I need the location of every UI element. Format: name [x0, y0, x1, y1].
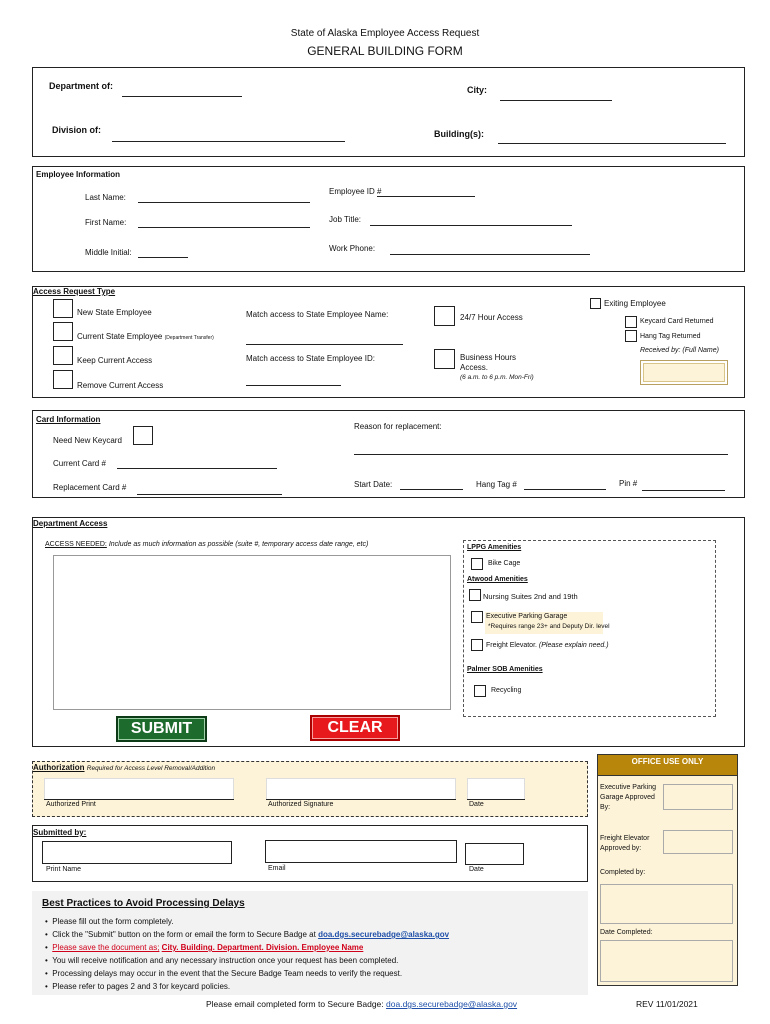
bullet-icon: •: [45, 943, 53, 952]
submit-button[interactable]: SUBMIT: [116, 716, 207, 742]
division-label: Division of:: [52, 125, 101, 135]
revision-label: REV 11/01/2021: [636, 999, 698, 1009]
freight-elevator-checkbox[interactable]: [471, 639, 483, 651]
pin-field[interactable]: [642, 490, 725, 491]
authorized-signature-rule: [266, 799, 456, 800]
authorized-signature-field[interactable]: [266, 778, 456, 800]
submitted-date-label: Date: [469, 866, 484, 873]
match-name-field[interactable]: [246, 344, 403, 345]
best-practice-6: • Please refer to pages 2 and 3 for keycard policies.: [45, 982, 231, 991]
start-date-field[interactable]: [400, 489, 463, 490]
employee-id-label: Employee ID #: [329, 187, 382, 196]
middle-initial-label: Middle Initial:: [85, 248, 132, 257]
bullet-icon: •: [45, 930, 53, 939]
authorized-signature-label: Authorized Signature: [268, 801, 334, 808]
work-phone-field[interactable]: [390, 254, 590, 255]
submitted-by-title: Submitted by:: [33, 828, 87, 837]
work-phone-label: Work Phone:: [329, 244, 376, 253]
current-card-field[interactable]: [117, 468, 277, 469]
atwood-title: Atwood Amenities: [467, 576, 528, 583]
current-employee-label: Current State Employee (Department Transfer): [77, 332, 214, 341]
hang-tag-field[interactable]: [524, 489, 606, 490]
email-field[interactable]: [265, 840, 457, 863]
reason-field[interactable]: [354, 454, 728, 455]
best-practice-3: • Please save the document as; City. Building. Department. Division. Employee Name: [45, 943, 364, 952]
employee-id-field[interactable]: [377, 196, 475, 197]
pin-label: Pin #: [619, 479, 638, 488]
department-field[interactable]: [122, 96, 242, 97]
keycard-returned-checkbox[interactable]: [625, 316, 637, 328]
authorized-print-field[interactable]: [44, 778, 234, 800]
email-label: Email: [268, 865, 286, 872]
match-id-label: Match access to State Employee ID:: [246, 354, 375, 363]
exiting-employee-label: Exiting Employee: [604, 299, 666, 308]
print-name-label: Print Name: [46, 866, 82, 873]
card-section-title: Card Information: [36, 415, 101, 424]
need-keycard-checkbox[interactable]: [133, 426, 153, 445]
match-id-field[interactable]: [246, 385, 341, 386]
business-hours-checkbox[interactable]: [434, 349, 455, 369]
middle-initial-field[interactable]: [138, 257, 188, 258]
hang-tag-returned-checkbox[interactable]: [625, 330, 637, 342]
recycling-checkbox[interactable]: [474, 685, 486, 697]
authorization-title: Authorization Required for Access Level Removal/Addition: [33, 763, 216, 772]
last-name-label: Last Name:: [85, 193, 126, 202]
authorization-date-field[interactable]: [467, 778, 525, 800]
current-employee-checkbox[interactable]: [53, 322, 73, 341]
footer-email-text: Please email completed form to Secure Badge: doa.dgs.securebadge@alaska.gov: [206, 999, 518, 1009]
last-name-field[interactable]: [138, 202, 310, 203]
hour-24-7-checkbox[interactable]: [434, 306, 455, 326]
keycard-returned-label: Keycard Card Returned: [640, 318, 714, 325]
completed-by-label: Completed by:: [600, 869, 646, 876]
authorized-print-label: Authorized Print: [46, 801, 96, 808]
freight-elevator-label: Freight Elevator. (Please explain need.): [486, 642, 609, 649]
best-practice-2: • Click the "Submit" button on the form or email the form to Secure Badge at doa.dgs.securebadge@alaska.gov: [45, 930, 450, 939]
bike-cage-label: Bike Cage: [488, 560, 521, 567]
need-keycard-label: Need New Keycard: [53, 436, 122, 445]
hang-tag-label: Hang Tag #: [476, 480, 517, 489]
date-completed-label: Date Completed:: [600, 929, 653, 936]
nursing-suites-label: Nursing Suites 2nd and 19th: [483, 592, 578, 601]
best-practice-5: • Processing delays may occur in the event that the Secure Badge Team needs to verify the request.: [45, 969, 403, 978]
city-label: City:: [467, 85, 487, 95]
received-by-label: Received by: (Full Name): [640, 347, 719, 354]
division-field[interactable]: [112, 141, 345, 142]
form-title: GENERAL BUILDING FORM: [307, 44, 463, 58]
exec-parking-checkbox[interactable]: [471, 611, 483, 623]
freight-approved-label: Freight Elevator Approved by:: [600, 835, 650, 852]
replacement-card-field[interactable]: [137, 494, 282, 495]
completed-by-field[interactable]: [600, 884, 733, 924]
best-practice-4: • You will receive notification and any necessary instruction once your request has been completed.: [45, 956, 399, 965]
first-name-label: First Name:: [85, 218, 127, 227]
bullet-icon: •: [45, 956, 53, 965]
department-access-title: Department Access: [33, 519, 108, 528]
business-hours-label-2: Access.: [460, 363, 489, 372]
authorization-date-label: Date: [469, 801, 484, 808]
exec-parking-approved-label: Executive Parking Garage Approved By:: [600, 784, 657, 811]
lppg-title: LPPG Amenities: [467, 544, 522, 551]
remove-access-label: Remove Current Access: [77, 381, 164, 390]
freight-approved-field[interactable]: [663, 830, 733, 854]
match-name-label: Match access to State Employee Name:: [246, 310, 389, 319]
exiting-employee-checkbox[interactable]: [590, 298, 601, 309]
start-date-label: Start Date:: [354, 480, 393, 489]
business-hours-label-1: Business Hours: [460, 353, 517, 362]
office-use-title: OFFICE USE ONLY: [631, 757, 704, 766]
employee-section-title: Employee Information: [36, 170, 121, 179]
date-completed-field[interactable]: [600, 940, 733, 982]
nursing-suites-checkbox[interactable]: [469, 589, 481, 601]
submitted-date-field[interactable]: [465, 843, 524, 865]
access-needed-label: ACCESS NEEDED: Include as much information as possible (suite #, temporary access date range, etc): [45, 541, 369, 548]
first-name-field[interactable]: [138, 227, 310, 228]
recycling-label: Recycling: [491, 687, 522, 694]
best-practices-title: Best Practices to Avoid Processing Delays: [42, 898, 245, 909]
new-employee-label: New State Employee: [77, 308, 152, 317]
exec-parking-note: *Requires range 23+ and Deputy Dir. level: [488, 623, 610, 630]
hang-tag-returned-label: Hang Tag Returned: [640, 333, 701, 340]
keep-access-checkbox[interactable]: [53, 346, 73, 365]
authorized-print-rule: [44, 799, 234, 800]
bullet-icon: •: [45, 982, 53, 991]
current-card-label: Current Card #: [53, 459, 106, 468]
keep-access-label: Keep Current Access: [77, 356, 153, 365]
best-practice-1: • Please fill out the form completely.: [45, 917, 174, 926]
access-needed-textarea[interactable]: [53, 555, 451, 710]
footer-email-link[interactable]: doa.dgs.securebadge@alaska.gov: [386, 999, 518, 1009]
buildings-field[interactable]: [498, 143, 726, 144]
replacement-card-label: Replacement Card #: [53, 483, 127, 492]
buildings-label: Building(s):: [434, 129, 484, 139]
reason-label: Reason for replacement:: [354, 422, 442, 431]
clear-button[interactable]: CLEAR: [310, 715, 400, 741]
exec-parking-approved-field[interactable]: [663, 784, 733, 810]
bullet-icon: •: [45, 969, 53, 978]
secure-badge-email-link[interactable]: doa.dgs.securebadge@alaska.gov: [318, 930, 450, 939]
city-field[interactable]: [500, 100, 612, 101]
department-label: Department of:: [49, 81, 114, 91]
palmer-title: Palmer SOB Amenities: [467, 666, 543, 673]
new-employee-checkbox[interactable]: [53, 299, 73, 318]
access-section-title: Access Request Type: [33, 287, 116, 296]
job-title-field[interactable]: [370, 225, 572, 226]
hour-24-7-label: 24/7 Hour Access: [460, 313, 523, 322]
form-header-line1: State of Alaska Employee Access Request: [290, 28, 480, 39]
job-title-label: Job Title:: [329, 215, 362, 224]
bike-cage-checkbox[interactable]: [471, 558, 483, 570]
business-hours-note: (6 a.m. to 6 p.m. Mon-Fri): [460, 374, 534, 381]
received-by-field[interactable]: [640, 360, 728, 385]
authorization-date-rule: [467, 799, 525, 800]
print-name-field[interactable]: [42, 841, 232, 864]
exec-parking-label: Executive Parking Garage: [486, 613, 568, 620]
bullet-icon: •: [45, 917, 53, 926]
remove-access-checkbox[interactable]: [53, 370, 73, 389]
